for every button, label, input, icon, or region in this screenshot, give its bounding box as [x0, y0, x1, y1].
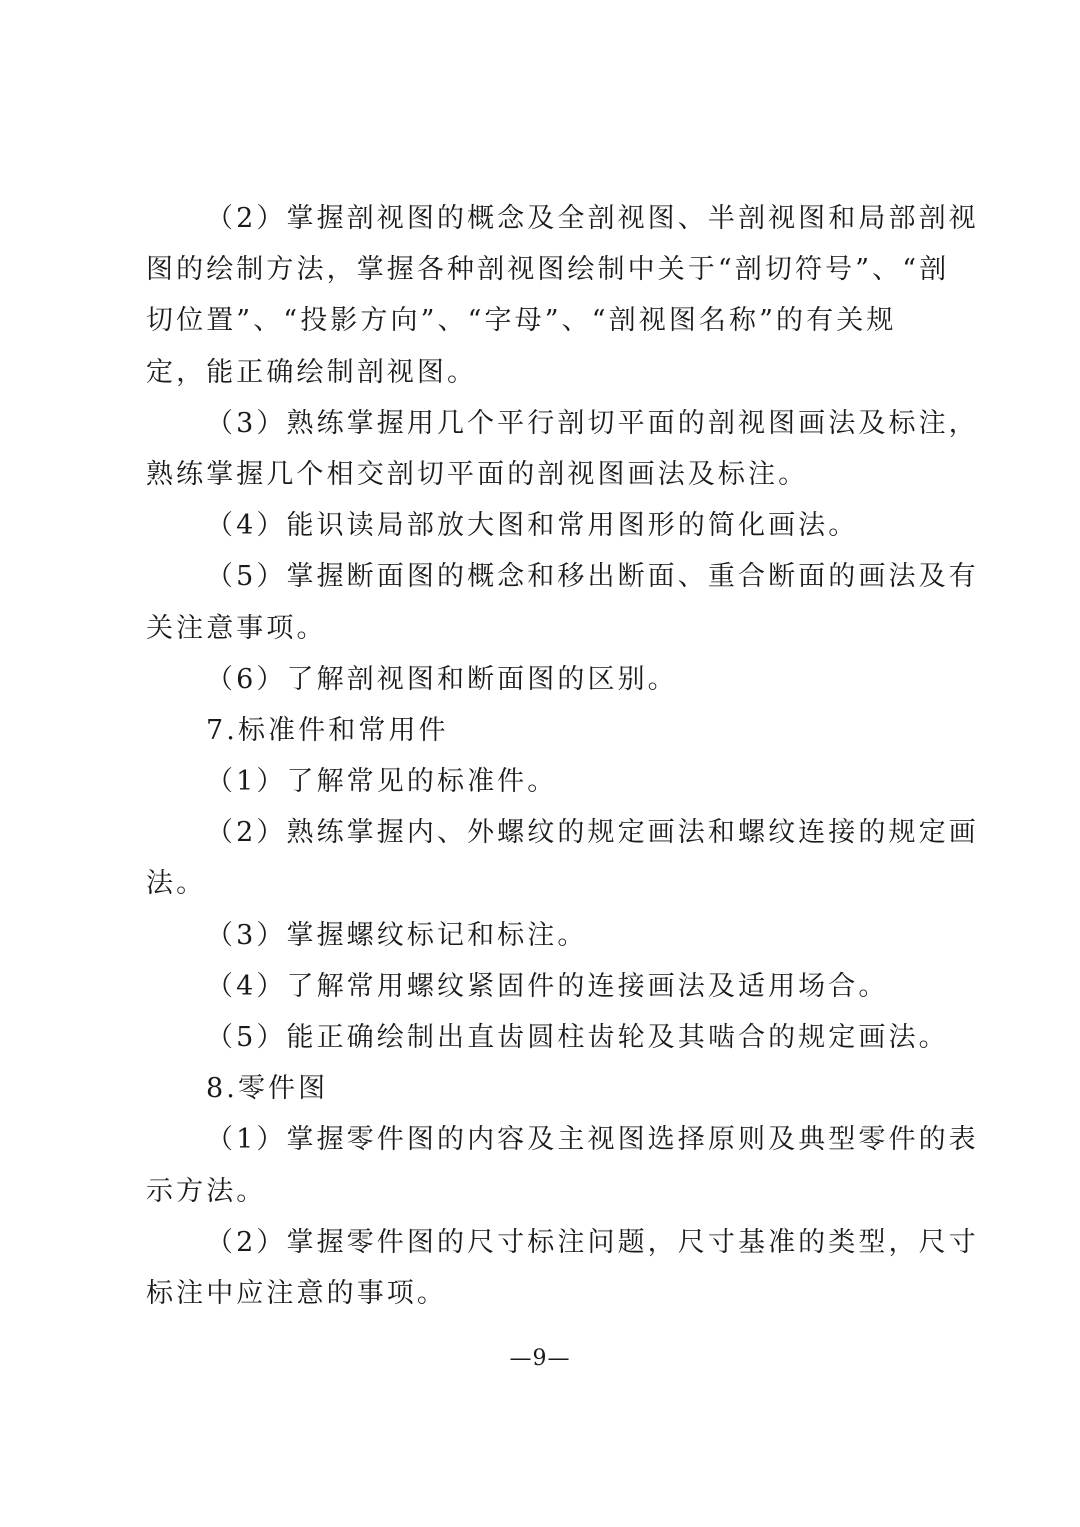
text-line-6: 熟练掌握几个相交剖切平面的剖视图画法及标注。: [146, 458, 809, 490]
text-line-13: （2）熟练掌握内、外螺纹的规定画法和螺纹连接的规定画: [206, 817, 979, 849]
text-line-16: （4）了解常用螺纹紧固件的连接画法及适用场合。: [206, 970, 889, 1002]
text-line-3: 切位置”、“投影方向”、“字母”、“剖视图名称”的有关规: [146, 305, 897, 337]
text-line-22: 标注中应注意的事项。: [146, 1277, 447, 1309]
text-line-12: （1）了解常见的标准件。: [206, 766, 558, 798]
text-line-9: 关注意事项。: [146, 612, 327, 644]
section-heading-8: 8.零件图: [206, 1073, 329, 1105]
text-line-19: （1）掌握零件图的内容及主视图选择原则及典型零件的表: [206, 1124, 979, 1156]
text-line-15: （3）掌握螺纹标记和标注。: [206, 919, 588, 951]
text-line-17: （5）能正确绘制出直齿圆柱齿轮及其啮合的规定画法。: [206, 1022, 949, 1053]
page-number: —9—: [509, 1346, 571, 1371]
body-text: [146, 193, 979, 1319]
text-line-2: 图的绘制方法，掌握各种剖视图绘制中关于“剖切符号”、“剖: [146, 254, 950, 286]
text-line-20: 示方法。: [146, 1175, 267, 1207]
text-line-21: （2）掌握零件图的尺寸标注问题，尺寸基准的类型，尺寸: [206, 1226, 979, 1258]
text-line-7: （4）能识读局部放大图和常用图形的简化画法。: [206, 510, 859, 542]
text-line-8: （5）掌握断面图的概念和移出断面、重合断面的画法及有: [206, 561, 979, 593]
text-line-5: （3）熟练掌握用几个平行剖切平面的剖视图画法及标注，: [206, 407, 979, 439]
section-heading-7: 7.标准件和常用件: [206, 714, 449, 746]
text-line-1: （2）掌握剖视图的概念及全剖视图、半剖视图和局部剖视: [206, 203, 979, 234]
text-line-10: （6）了解剖视图和断面图的区别。: [206, 663, 678, 695]
text-line-4: 定，能正确绘制剖视图。: [146, 356, 478, 388]
text-line-14: 法。: [146, 868, 207, 900]
